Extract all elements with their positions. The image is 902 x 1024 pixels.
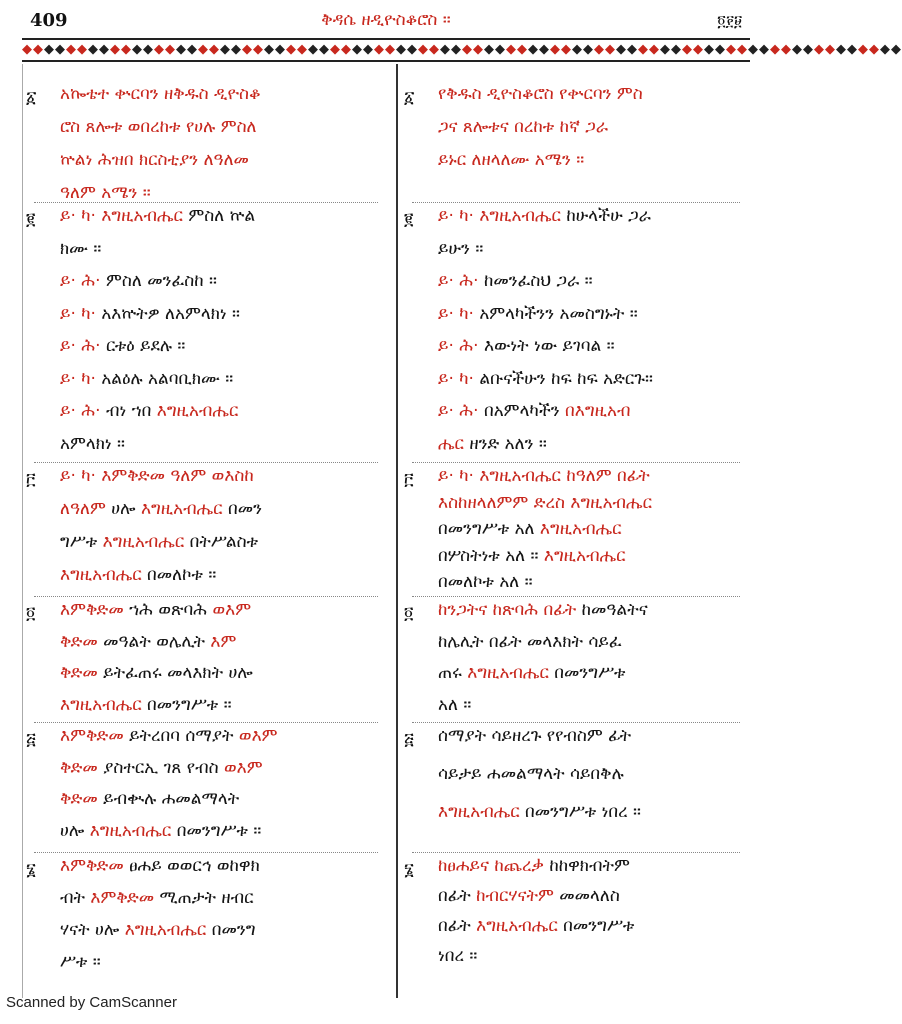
rubric-text: እምቅድመ: [84, 888, 155, 908]
verse-line: [60, 304, 240, 324]
rubric-text: ቅድመ: [60, 663, 98, 683]
ornament-diamond-icon: ◆◆: [308, 42, 330, 57]
body-text: በመን: [222, 499, 263, 519]
body-text: ከከዋክብትም: [543, 856, 630, 876]
body-text: በመንግሥቱ: [548, 663, 626, 683]
ornament-diamond-icon: ◆◆: [264, 42, 286, 57]
rubric-text: ይ· ሕ·: [438, 271, 479, 291]
ornament-diamond-icon: ◆◆: [572, 42, 594, 57]
left-margin-line: [22, 64, 23, 998]
body-text: በመለኮቱ ።: [141, 565, 217, 585]
verse-line: [60, 434, 125, 454]
body-text: በሦስትነቱ አለ ።: [438, 545, 539, 566]
verse-line: [60, 84, 261, 104]
verse-line: [60, 271, 217, 291]
ornament-diamond-icon: ◆◆: [594, 42, 616, 57]
verse-line: [438, 546, 626, 566]
ornament-diamond-icon: ◆◆: [176, 42, 198, 57]
ornament-diamond-icon: ◆◆: [704, 42, 726, 57]
ornament-diamond-icon: ◆◆: [242, 42, 264, 57]
rubric-text: እግዚአብሔር: [151, 401, 239, 421]
ornament-diamond-icon: ◆◆: [132, 42, 154, 57]
rubric-text: እግዚአብሔር: [119, 920, 207, 940]
verse-number: ፭: [26, 730, 36, 750]
rubric-text: እግዚአብሔር: [97, 532, 185, 552]
body-text: ያስተርኢ ገጸ የብስ: [97, 757, 219, 778]
ornament-diamond-icon: ◆◆: [462, 42, 484, 57]
verse-line: [60, 369, 233, 389]
verse-line: [438, 632, 622, 652]
ornament-diamond-icon: ◆◆: [792, 42, 814, 57]
verse-line: [60, 695, 232, 715]
body-text: ርቱዕ ይደሉ ።: [100, 336, 186, 356]
verse-line: [60, 888, 254, 908]
body-text: በመንግሥቱ ነበረ ።: [519, 802, 641, 822]
body-text: በመንግሥቱ ።: [141, 694, 232, 715]
rubric-text: ሮስ ጸሎቱ ወበረከቱ የሀሉ ምስለ: [60, 117, 257, 137]
rubric-text: እግዚአብሔር: [534, 519, 622, 539]
verse-line: [60, 336, 185, 356]
body-text: በመለኮቱ አለ ።: [438, 572, 533, 592]
body-text: ሥቱ ።: [60, 952, 101, 972]
ornament-diamond-icon: ◆◆: [396, 42, 418, 57]
body-text: ልቡናችሁን ከፍ ከፍ አድርጉ።: [473, 368, 653, 389]
rubric-text: ይ· ካ·: [438, 206, 474, 226]
verse-line: [60, 952, 101, 972]
rubric-text: እምቅድመ: [60, 856, 124, 876]
verse-line: [60, 821, 261, 841]
ornament-diamond-icon: ◆◆: [374, 42, 396, 57]
body-text: ሀሎ: [105, 499, 136, 519]
verse-separator: [34, 852, 378, 853]
rubric-text: ይ· ካ· እምቅድመ ዓለም ወእስከ: [60, 466, 254, 486]
rubric-text: አኰቴተ ቍርባን ዘቅዱስ ዲዮስቆ: [60, 84, 261, 104]
rubric-text: ቅድመ: [60, 789, 98, 809]
body-text: ኀሕ ወጽባሕ: [123, 600, 208, 620]
verse-number: ፪: [26, 210, 36, 230]
page-number: 409: [30, 10, 68, 31]
body-text: በአምላካችን: [478, 401, 560, 421]
ethiopic-page-number: ፬፻፱: [717, 12, 742, 30]
verse-number: ፮: [404, 860, 414, 880]
ornament-diamond-icon: ◆◆: [638, 42, 660, 57]
rubric-text: እም: [204, 631, 237, 652]
body-text: ከሌሊት በፊት መላእክት ሳይፈ: [438, 631, 622, 652]
rubric-text: ለዓለም: [60, 499, 106, 519]
verse-line: [438, 856, 630, 876]
body-text: ሚጠታት ዘብር: [154, 888, 254, 908]
verse-line: [438, 466, 650, 486]
ornament-diamond-icon: ◆◆: [44, 42, 66, 57]
ornament-diamond-icon: ◆◆: [770, 42, 792, 57]
body-text: ግሥቱ: [60, 532, 98, 552]
rubric-text: ይ· ካ·: [438, 303, 474, 324]
ornament-diamond-icon: ◆◆: [484, 42, 506, 57]
rubric-text: ይ· ካ·: [60, 206, 96, 226]
rubric-text: እምቅድመ: [60, 726, 124, 746]
rubric-text: ይ· ሕ·: [60, 336, 101, 356]
rubric-text: ጋና ጸሎቱና በረከቱ ከኛ ጋራ: [438, 117, 609, 137]
body-text: አእኵትዎ ለአምላክነ ።: [95, 303, 240, 324]
verse-number: ፮: [26, 860, 36, 880]
body-text: ሳይታይ ሐመልማላት ሳይበቅሉ: [438, 764, 624, 784]
verse-line: [438, 84, 643, 104]
verse-line: [60, 117, 257, 137]
rubric-text: ከንጋትና ከጽባሕ በፊት: [438, 600, 577, 620]
rubric-text: እስከዘላለምም ድረስ እግዚአብሔር: [438, 492, 652, 513]
ornament-diamond-icon: ◆◆: [528, 42, 550, 57]
rubric-text: የቅዱስ ዲዮስቆሮስ የቍርባን ምስ: [438, 84, 643, 104]
verse-number: ፫: [26, 470, 36, 490]
rubric-text: በእግዚአብ: [559, 401, 631, 421]
rubric-text: እግዚአብሔር: [470, 916, 558, 936]
rubric-text: ወእም: [218, 757, 263, 778]
body-text: ይትረበባ ሰማያት: [123, 726, 234, 746]
body-text: ነበረ ።: [438, 946, 478, 966]
body-text: መመላለስ: [553, 886, 620, 906]
ornament-diamond-icon: ◆◆: [814, 42, 836, 57]
ornament-diamond-icon: ◆◆: [352, 42, 374, 57]
verse-separator: [34, 462, 378, 463]
rubric-text: እግዚአብሔር: [60, 694, 142, 715]
rubric-text: ይኑር ለዘላለሙ አሜን ።: [438, 150, 585, 170]
body-text: ብት: [60, 888, 85, 908]
verse-line: [60, 499, 262, 519]
verse-line: [438, 150, 584, 170]
ornament-diamond-icon: ◆◆: [682, 42, 704, 57]
verse-number: ፩: [26, 88, 37, 108]
ornament-diamond-icon: ◆◆: [286, 42, 308, 57]
verse-separator: [412, 202, 740, 203]
verse-separator: [34, 202, 378, 203]
verse-line: [60, 239, 101, 259]
verse-line: [60, 150, 249, 170]
rubric-text: ይ· ካ·: [438, 368, 474, 389]
body-text: በመንግሥቱ: [557, 916, 635, 936]
body-text: ፀሐይ ወወርኅ ወከዋክ: [123, 856, 260, 876]
rubric-text: ይ· ሕ·: [60, 271, 101, 291]
rubric-text: ወእም: [207, 600, 252, 620]
body-text: በመንግሥቱ ።: [171, 820, 262, 841]
ornament-diamond-icon: ◆◆: [66, 42, 88, 57]
verse-line: [60, 758, 263, 778]
body-text: ይሁን ።: [438, 238, 484, 259]
rubric-text: እግዚአብሔር: [461, 663, 549, 683]
ornament-diamond-icon: ◆◆: [748, 42, 770, 57]
body-text: እውነት ነው ይገባል ።: [478, 336, 615, 356]
verse-number: ፬: [26, 604, 36, 624]
verse-number: ፬: [404, 604, 414, 624]
rubric-text: ይ· ሕ·: [60, 401, 101, 421]
ornament-diamond-icon: ◆◆: [154, 42, 176, 57]
verse-line: [438, 572, 533, 592]
rubric-text: ሔር: [438, 433, 464, 454]
body-text: ሃናት ሀሎ: [60, 920, 120, 940]
rubric-text: እግዚአብሔር: [60, 565, 142, 585]
verse-separator: [34, 722, 378, 723]
body-text: መዓልት ወሌሊት: [97, 631, 205, 652]
rubric-text: ይ· ካ· እግዚአብሔር ከዓለም በፊት: [438, 466, 650, 486]
rubric-text: ቅድመ: [60, 631, 98, 652]
verse-number: ፪: [404, 210, 414, 230]
rubric-text: ይ· ካ·: [60, 368, 96, 389]
ornament-diamond-icon: ◆◆: [198, 42, 220, 57]
body-text: በትሥልስቱ: [184, 532, 259, 552]
body-text: ዘንድ አለን ።: [463, 433, 547, 454]
verse-number: ፫: [404, 470, 414, 490]
rubric-text: ዓለም አሜን ።: [60, 183, 151, 203]
rubric-text: እግዚአብሔር: [84, 820, 172, 841]
rubric-text: እግዚአብሔር: [438, 802, 520, 822]
ornament-diamond-icon: ◆◆: [858, 42, 880, 57]
verse-line: [438, 336, 615, 356]
rubric-text: ቅድመ: [60, 757, 98, 778]
ornament-diamond-icon: ◆◆: [440, 42, 462, 57]
verse-line: [438, 600, 648, 620]
verse-line: [438, 271, 593, 291]
verse-line: [438, 519, 622, 539]
verse-line: [60, 600, 251, 620]
verse-line: [60, 920, 256, 940]
body-text: አልዕሉ አልባቢክሙ ።: [95, 368, 234, 389]
verse-line: [438, 493, 652, 513]
ornament-diamond-icon: ◆◆: [110, 42, 132, 57]
rubric-text: ከብርሃናትም: [470, 886, 554, 906]
ornament-diamond-icon: ◆◆: [506, 42, 528, 57]
body-text: በፊት: [438, 916, 471, 936]
verse-number: ፩: [404, 88, 415, 108]
rubric-text: ይ· ሕ·: [438, 336, 479, 356]
verse-line: [438, 764, 624, 784]
ornament-diamond-icon: ◆◆: [550, 42, 572, 57]
body-text: ከመዓልትና: [576, 600, 648, 620]
verse-line: [438, 304, 638, 324]
verse-line: [438, 117, 608, 137]
verse-line: [438, 695, 471, 715]
ornament-diamond-icon: ◆◆: [836, 42, 858, 57]
rubric-text: እግዚአብሔር: [538, 545, 626, 566]
rubric-text: ከፀሐይና ከጨረቃ: [438, 856, 544, 876]
rubric-text: ወእም: [233, 726, 278, 746]
verse-line: [438, 726, 631, 746]
ornament-diamond-icon: ◆◆: [726, 42, 748, 57]
verse-line: [60, 663, 253, 683]
body-text: ይብቊሉ ሐመልማላት: [97, 789, 240, 809]
verse-line: [438, 434, 547, 454]
ornament-diamond-icon: ◆◆: [880, 42, 902, 57]
scanner-watermark: Scanned by CamScanner: [6, 994, 177, 1011]
page-title: ቅዳሴ ዘዲዮስቆሮስ ።: [321, 10, 451, 30]
body-text: ከሁላችሁ ጋራ: [560, 206, 651, 226]
verse-line: [60, 789, 239, 809]
verse-separator: [34, 596, 378, 597]
rubric-text: ይ· ካ·: [60, 303, 96, 324]
body-text: በመንግሥቱ አለ: [438, 519, 535, 539]
verse-line: [60, 466, 254, 486]
verse-line: [60, 401, 238, 421]
verse-line: [438, 663, 625, 683]
verse-number: ፭: [404, 730, 414, 750]
body-text: ይትፈጠሩ መላእክት ሀሎ: [97, 663, 253, 683]
ornament-diamond-icon: ◆◆: [330, 42, 352, 57]
verse-line: [438, 239, 483, 259]
verse-line: [60, 183, 151, 203]
body-text: በመንግ: [206, 920, 256, 940]
verse-line: [438, 206, 651, 226]
scanned-page: [12, 6, 902, 996]
rubric-text: እግዚአብሔር: [95, 206, 183, 226]
ornament-diamond-icon: ◆◆: [22, 42, 44, 57]
verse-line: [438, 369, 653, 389]
rubric-text: ይ· ሕ·: [438, 401, 479, 421]
body-text: ብነ ኀበ: [100, 401, 152, 421]
rubric-text: ኵልነ ሕዝበ ክርስቲያን ለዓለመ: [60, 150, 249, 170]
verse-line: [438, 401, 630, 421]
verse-separator: [412, 852, 740, 853]
body-text: ምስለ ኵል: [182, 206, 256, 226]
column-divider: [396, 64, 398, 998]
verse-line: [438, 946, 477, 966]
body-text: አምላክነ ።: [60, 433, 125, 454]
decorative-ornament-border: [22, 42, 902, 62]
body-text: ጠሩ: [438, 663, 462, 683]
body-text: በፊት: [438, 886, 471, 906]
body-text: ምስለ መንፈስከ ።: [100, 271, 217, 291]
ornament-diamond-icon: ◆◆: [616, 42, 638, 57]
verse-line: [438, 916, 634, 936]
body-text: አለ ።: [438, 694, 472, 715]
body-text: ሰማያት ሳይዘረጉ የየብስም ፊት: [438, 726, 632, 746]
verse-line: [60, 532, 258, 552]
ornament-diamond-icon: ◆◆: [88, 42, 110, 57]
ornament-diamond-icon: ◆◆: [418, 42, 440, 57]
body-text: ከመንፈስህ ጋራ ።: [478, 271, 593, 291]
ornament-diamond-icon: ◆◆: [660, 42, 682, 57]
rubric-text: እግዚአብሔር: [473, 206, 561, 226]
ornament-diamond-icon: ◆◆: [220, 42, 242, 57]
body-text: ሀሎ: [60, 820, 85, 841]
verse-line: [60, 726, 278, 746]
verse-separator: [412, 462, 740, 463]
verse-line: [438, 886, 620, 906]
rubric-text: እግዚአብሔር: [135, 499, 223, 519]
verse-line: [60, 632, 236, 652]
body-text: ክሙ ።: [60, 238, 102, 259]
page-header: [22, 6, 750, 40]
rubric-text: እምቅድመ: [60, 600, 124, 620]
verse-line: [438, 802, 641, 822]
verse-separator: [412, 722, 740, 723]
verse-separator: [412, 596, 740, 597]
verse-line: [60, 206, 255, 226]
verse-line: [60, 856, 260, 876]
verse-line: [60, 565, 216, 585]
body-text: አምላካችንን አመስግኑት ።: [473, 303, 638, 324]
